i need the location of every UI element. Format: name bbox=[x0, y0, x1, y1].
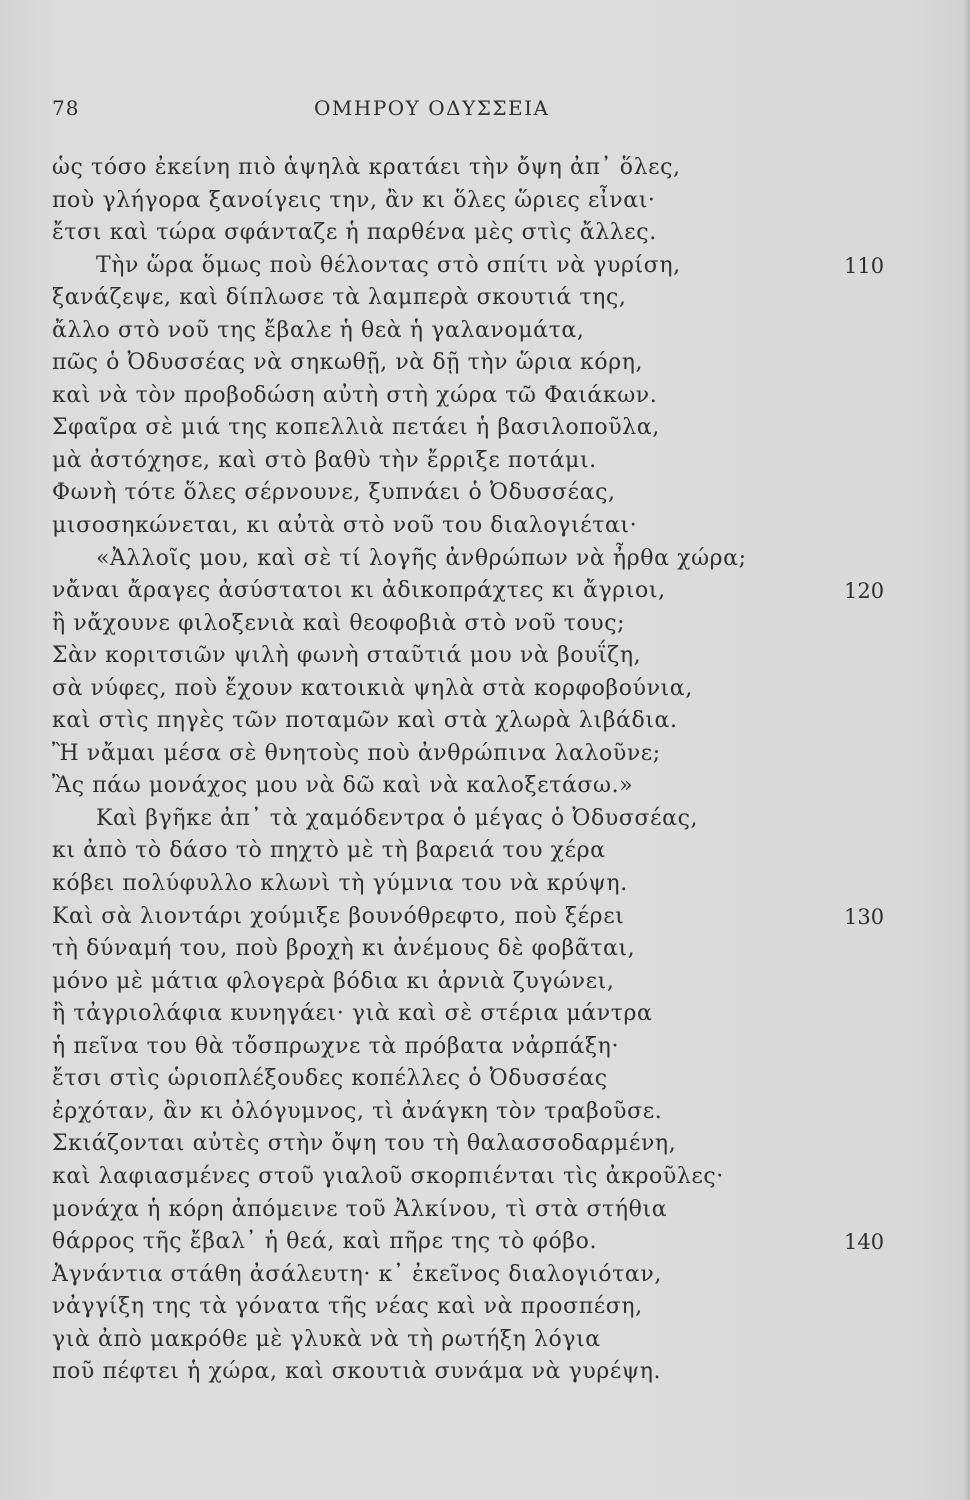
page-edge-shadow bbox=[964, 0, 970, 1500]
verse-line bbox=[52, 1324, 912, 1357]
verse-line bbox=[52, 445, 912, 478]
verse-line bbox=[52, 1128, 912, 1161]
verse-text: κόβει πολύφυλλο κλωνὶ τὴ γύμνια του νὰ κρύψη. bbox=[52, 871, 628, 897]
verse-line bbox=[52, 803, 912, 836]
verse-line bbox=[52, 966, 912, 999]
verse-line bbox=[52, 770, 912, 803]
line-number: 110 bbox=[844, 253, 885, 278]
verse-text: ἢ τἀγριολάφια κυνηγάει· γιὰ καὶ σὲ στέρια μάντρα bbox=[52, 1001, 653, 1027]
verse-text: μὰ ἀστόχησε, καὶ στὸ βαθὺ τὴν ἔρριξε ποτάμι. bbox=[52, 447, 597, 473]
page-header bbox=[52, 96, 772, 126]
verse-text: μόνο μὲ μάτια φλογερὰ βόδια κι ἀρνιὰ ζυγώνει, bbox=[52, 968, 615, 994]
verse-text: Ἀγνάντια στάθη ἀσάλευτη· κ᾽ ἐκεῖνος διαλογιόταν, bbox=[52, 1261, 662, 1287]
verse-line bbox=[52, 315, 912, 348]
verse-line bbox=[52, 1291, 912, 1324]
verse-line bbox=[52, 1161, 912, 1194]
verse-text: ποῦ πέφτει ἡ χώρα, καὶ σκουτιὰ συνάμα νὰ γυρέψη. bbox=[52, 1359, 662, 1385]
verse-line bbox=[52, 738, 912, 771]
verse-line bbox=[52, 282, 912, 315]
verse-line bbox=[52, 250, 912, 283]
verse-text: Σφαῖρα σὲ μιά της κοπελλιὰ πετάει ἡ βασιλοποῦλα, bbox=[52, 415, 660, 441]
verse-text: ἢ νἄχουνε φιλοξενιὰ καὶ θεοφοβιὰ στὸ νοῦ τους; bbox=[52, 610, 626, 636]
verse-line bbox=[52, 477, 912, 510]
line-number: 140 bbox=[844, 1230, 885, 1255]
verse-line bbox=[52, 933, 912, 966]
verse-text: ὡς τόσο ἐκείνη πιὸ ἁψηλὰ κρατάει τὴν ὄψη ἀπ᾽ ὅλες, bbox=[52, 155, 681, 180]
verse-text: ἐρχόταν, ἂν κι ὀλόγυμνος, τὶ ἀνάγκη τὸν τραβοῦσε. bbox=[52, 1098, 663, 1124]
verse-text: ἔτσι καὶ τώρα σφάνταζε ἡ παρθένα μὲς στὶς ἄλλες. bbox=[52, 220, 657, 246]
verse-text: γιὰ ἀπὸ μακρόθε μὲ γλυκὰ νὰ τὴ ρωτήξη λόγια bbox=[52, 1326, 601, 1352]
verse-line bbox=[52, 152, 912, 185]
verse-line bbox=[52, 868, 912, 901]
verse-text: Ἂς πάω μονάχος μου νὰ δῶ καὶ νὰ καλοξετάσω.» bbox=[52, 773, 634, 799]
verse-line bbox=[52, 380, 912, 413]
verse-text: ἡ πεῖνα του θὰ τὄσπρωχνε τὰ πρόβατα νἀρπάξη· bbox=[52, 1033, 620, 1059]
verse-line bbox=[52, 575, 912, 608]
verse-line bbox=[52, 347, 912, 380]
line-number: 130 bbox=[844, 904, 885, 929]
verse-line bbox=[52, 901, 912, 934]
verse-text: θάρρος τῆς ἔβαλ᾽ ἡ θεά, καὶ πῆρε της τὸ φόβο. bbox=[52, 1229, 598, 1255]
verse-line bbox=[52, 1356, 912, 1389]
verse-line bbox=[52, 217, 912, 250]
verse-line bbox=[52, 705, 912, 738]
verse-text: «Ἀλλοῖς μου, καὶ σὲ τί λογῆς ἀνθρώπων νὰ ἦρθα χώρα; bbox=[96, 545, 747, 571]
verse-text: καὶ λαφιασμένες στοῦ γιαλοῦ σκορπιένται τὶς ἀκροῦλες· bbox=[52, 1163, 724, 1189]
verse-text: μονάχα ἡ κόρη ἀπόμεινε τοῦ Ἀλκίνου, τὶ στὰ στήθια bbox=[52, 1196, 668, 1222]
verse-text: ἄλλο στὸ νοῦ της ἔβαλε ἡ θεὰ ἡ γαλανομάτα, bbox=[52, 317, 585, 343]
poem-text bbox=[52, 152, 912, 1389]
verse-text: τὴ δύναμή του, ποὺ βροχὴ κι ἀνέμους δὲ φοβᾶται, bbox=[52, 936, 636, 962]
verse-text: πῶς ὁ Ὀδυσσέας νὰ σηκωθῇ, νὰ δῇ τὴν ὥρια κόρη, bbox=[52, 350, 644, 376]
verse-line bbox=[52, 1194, 912, 1227]
verse-text: Σκιάζονται αὐτὲς στὴν ὄψη του τὴ θαλασσοδαρμένη, bbox=[52, 1131, 677, 1157]
page-number: 78 bbox=[52, 96, 80, 120]
verse-line bbox=[52, 1031, 912, 1064]
verse-line bbox=[52, 543, 912, 576]
verse-line bbox=[52, 673, 912, 706]
verse-text: νἄναι ἄραγες ἀσύστατοι κι ἀδικοπράχτες κι ἄγριοι, bbox=[52, 578, 666, 604]
verse-line bbox=[52, 608, 912, 641]
verse-text: καὶ νὰ τὸν προβοδώση αὐτὴ στὴ χώρα τῶ Φαιάκων. bbox=[52, 382, 658, 408]
verse-text: Τὴν ὥρα ὅμως ποὺ θέλοντας στὸ σπίτι νὰ γυρίση, bbox=[96, 252, 681, 278]
verse-line bbox=[52, 510, 912, 543]
verse-text: κι ἀπὸ τὸ δάσο τὸ πηχτὸ μὲ τὴ βαρειά του χέρα bbox=[52, 838, 606, 864]
verse-text: Καὶ σὰ λιοντάρι χούμιξε βουνόθρεφτο, ποὺ ξέρει bbox=[52, 903, 625, 929]
verse-line bbox=[52, 185, 912, 218]
verse-line bbox=[52, 998, 912, 1031]
verse-text: Σὰν κοριτσιῶν ψιλὴ φωνὴ σταῦτιά μου νὰ βουΐζη, bbox=[52, 643, 642, 669]
verse-text: Καὶ βγῆκε ἀπ᾽ τὰ χαμόδεντρα ὁ μέγας ὁ Ὀδυσσέας, bbox=[96, 805, 699, 831]
verse-line bbox=[52, 835, 912, 868]
verse-line bbox=[52, 640, 912, 673]
verse-text: νἀγγίξη της τὰ γόνατα τῆς νέας καὶ νὰ προσπέση, bbox=[52, 1294, 643, 1320]
verse-text: καὶ στὶς πηγὲς τῶν ποταμῶν καὶ στὰ χλωρὰ λιβάδια. bbox=[52, 708, 678, 734]
verse-line bbox=[52, 1096, 912, 1129]
verse-line bbox=[52, 1259, 912, 1292]
running-title: ΟΜΗΡΟΥ ΟΔΥΣΣΕΙΑ bbox=[314, 96, 550, 120]
verse-text: Ἢ νἄμαι μέσα σὲ θνητοὺς ποὺ ἀνθρώπινα λαλοῦνε; bbox=[52, 740, 661, 766]
verse-text: μισοσηκώνεται, κι αὐτὰ στὸ νοῦ του διαλογιέται· bbox=[52, 513, 638, 539]
verse-line bbox=[52, 1063, 912, 1096]
verse-text: ξανάζεψε, καὶ δίπλωσε τὰ λαμπερὰ σκουτιά της, bbox=[52, 285, 627, 311]
verse-text: σὰ νύφες, ποὺ ἔχουν κατοικιὰ ψηλὰ στὰ κορφοβούνια, bbox=[52, 675, 693, 701]
verse-text: Φωνὴ τότε ὅλες σέρνουνε, ξυπνάει ὁ Ὀδυσσέας, bbox=[52, 480, 616, 506]
verse-text: ποὺ γλήγορα ξανοίγεις την, ἂν κι ὅλες ὥριες εἶναι· bbox=[52, 187, 656, 213]
line-number: 120 bbox=[844, 579, 885, 604]
verse-text: ἔτσι στὶς ὡριοπλέξουδες κοπέλλες ὁ Ὀδυσσέας bbox=[52, 1066, 608, 1092]
verse-line bbox=[52, 412, 912, 445]
verse-line bbox=[52, 1226, 912, 1259]
